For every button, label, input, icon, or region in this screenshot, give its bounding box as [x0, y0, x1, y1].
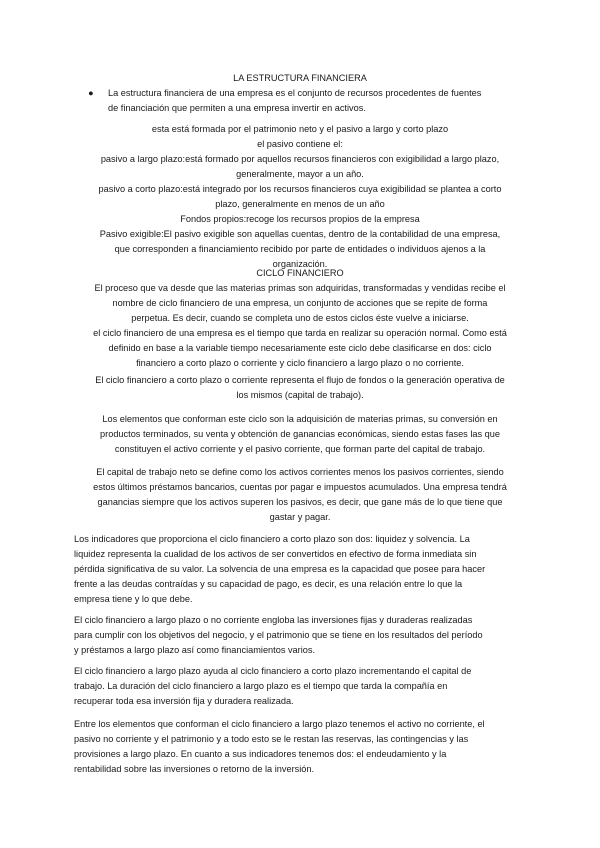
text-line: pérdida significativa de su valor. La solvencia de una empresa es la capacidad que posee para hacer: [74, 564, 486, 574]
structure-block: [60, 122, 540, 272]
short-term-block: [60, 373, 540, 403]
long-term-paragraph: [74, 613, 534, 658]
text-line: El ciclo financiero a largo plazo ayuda al ciclo financiero a corto plazo incrementando el capital de: [74, 666, 472, 676]
section-heading: CICLO FINANCIERO: [256, 268, 344, 278]
text-line: nombre de ciclo financiero de una empresa, un conjunto de acciones que se repite de forma: [112, 298, 488, 308]
text-line: los mismos (capital de trabajo).: [236, 390, 364, 400]
text-line: El proceso que va desde que las materias primas son adquiridas, transformadas y vendidas recibe el: [94, 283, 506, 293]
text-line: perpetua. Es decir, cuando se completa uno de estos ciclos éste vuelve a iniciarse.: [131, 313, 469, 323]
text-line: productos terminados, su venta y obtención de ganancias económicas, siendo estas fases las que: [100, 429, 500, 439]
text-line: constituyen el activo corriente y el pasivo corriente, que forman parte del capital de trabajo.: [114, 444, 486, 454]
text-line: y préstamos a largo plazo así como financiamientos varios.: [74, 645, 316, 655]
text-line: provisiones a largo plazo. En cuanto a sus indicadores tenemos dos: el endeudamiento y la: [74, 749, 447, 759]
bullet-marker: ●: [88, 88, 94, 98]
text-line: liquidez representa la cualidad de los activos de ser convertidos en efectivo de forma inmediata sin: [74, 549, 477, 559]
text-line: trabajo. La duración del ciclo financiero a largo plazo es el tiempo que tarda la compañía en: [74, 681, 448, 691]
text-line: Los indicadores que proporciona el ciclo financiero a corto plazo son dos: liquidez y solvencia. La: [74, 534, 470, 544]
text-line: plazo, generalmente en menos de un año: [215, 199, 385, 209]
text-line: estos últimos préstamos bancarios, cuentas por pagar e impuestos acumulados. Una empresa tendrá: [93, 482, 507, 492]
bullet-line: de financiación que permiten a una empresa invertir en activos.: [108, 103, 366, 113]
text-line: Los elementos que conforman este ciclo son la adquisición de materias primas, su conversión en: [102, 414, 498, 424]
text-line: organización.: [272, 259, 328, 269]
text-line: frente a las deudas contraídas y su capacidad de pago, es decir, es una relación entre lo que la: [74, 579, 463, 589]
text-line: esta está formada por el patrimonio neto y el pasivo a largo y corto plazo: [151, 124, 449, 134]
text-line: El ciclo financiero a largo plazo o no corriente engloba las inversiones fijas y duraderas realizadas: [74, 615, 473, 625]
document-title: LA ESTRUCTURA FINANCIERA: [233, 73, 367, 83]
text-line: el ciclo financiero de una empresa es el tiempo que tarda en realizar su operación normal. Como está: [93, 328, 507, 338]
text-line: definido en base a la variable tiempo necesariamente este ciclo debe clasificarse en dos: ciclo: [108, 343, 492, 353]
cycle-intro-block: [60, 281, 540, 371]
text-line: Pasivo exigible:El pasivo exigible son aquellas cuentas, dentro de la contabilidad de una empresa,: [99, 229, 501, 239]
text-line: generalmente, mayor a un año.: [236, 169, 364, 179]
text-line: pasivo a corto plazo:está integrado por los recursos financieros cuya exigibilidad se plantea a corto: [98, 184, 502, 194]
bullet-line: La estructura financiera de una empresa es el conjunto de recursos procedentes de fuentes: [108, 88, 482, 98]
long-term-elements-paragraph: [74, 717, 534, 777]
text-line: que corresponden a financiamiento recibido por parte de entidades o individuos ajenos a la: [114, 244, 486, 254]
text-line: recuperar toda esa inversión fija y duradera realizada.: [74, 696, 294, 706]
text-line: financiero a corto plazo o corriente y ciclo financiero a largo plazo o no corriente.: [136, 358, 464, 368]
text-line: ganancias siempre que los activos superen los pasivos, es decir, que gane más de lo que tiene que: [97, 497, 503, 507]
text-line: El ciclo financiero a corto plazo o corriente representa el flujo de fondos o la generación operativa de: [95, 375, 505, 385]
text-line: para cumplir con los objetivos del negocio, y el patrimonio que se tiene en los resultados del período: [74, 630, 483, 640]
elements-block: [60, 412, 540, 457]
text-line: empresa tiene y lo que debe.: [74, 594, 193, 604]
working-capital-block: [60, 465, 540, 525]
text-line: Fondos propios:recoge los recursos propios de la empresa: [180, 214, 420, 224]
text-line: El capital de trabajo neto se define como los activos corrientes menos los pasivos corrientes, siendo: [96, 467, 504, 477]
text-line: pasivo a largo plazo:está formado por aquellos recursos financieros con exigibilidad a largo plazo,: [100, 154, 500, 164]
text-line: rentabilidad sobre las inversiones o retorno de la inversión.: [74, 764, 315, 774]
long-term-duration-paragraph: [74, 664, 534, 709]
text-line: Entre los elementos que conforman el ciclo financiero a largo plazo tenemos el activo no corriente, el: [74, 719, 485, 729]
text-line: pasivo no corriente y el patrimonio y a todo esto se le restan las reservas, las contingencias y las: [74, 734, 469, 744]
text-line: el pasivo contiene el:: [257, 139, 343, 149]
text-line: gastar y pagar.: [269, 512, 331, 522]
indicators-paragraph: [74, 532, 534, 607]
